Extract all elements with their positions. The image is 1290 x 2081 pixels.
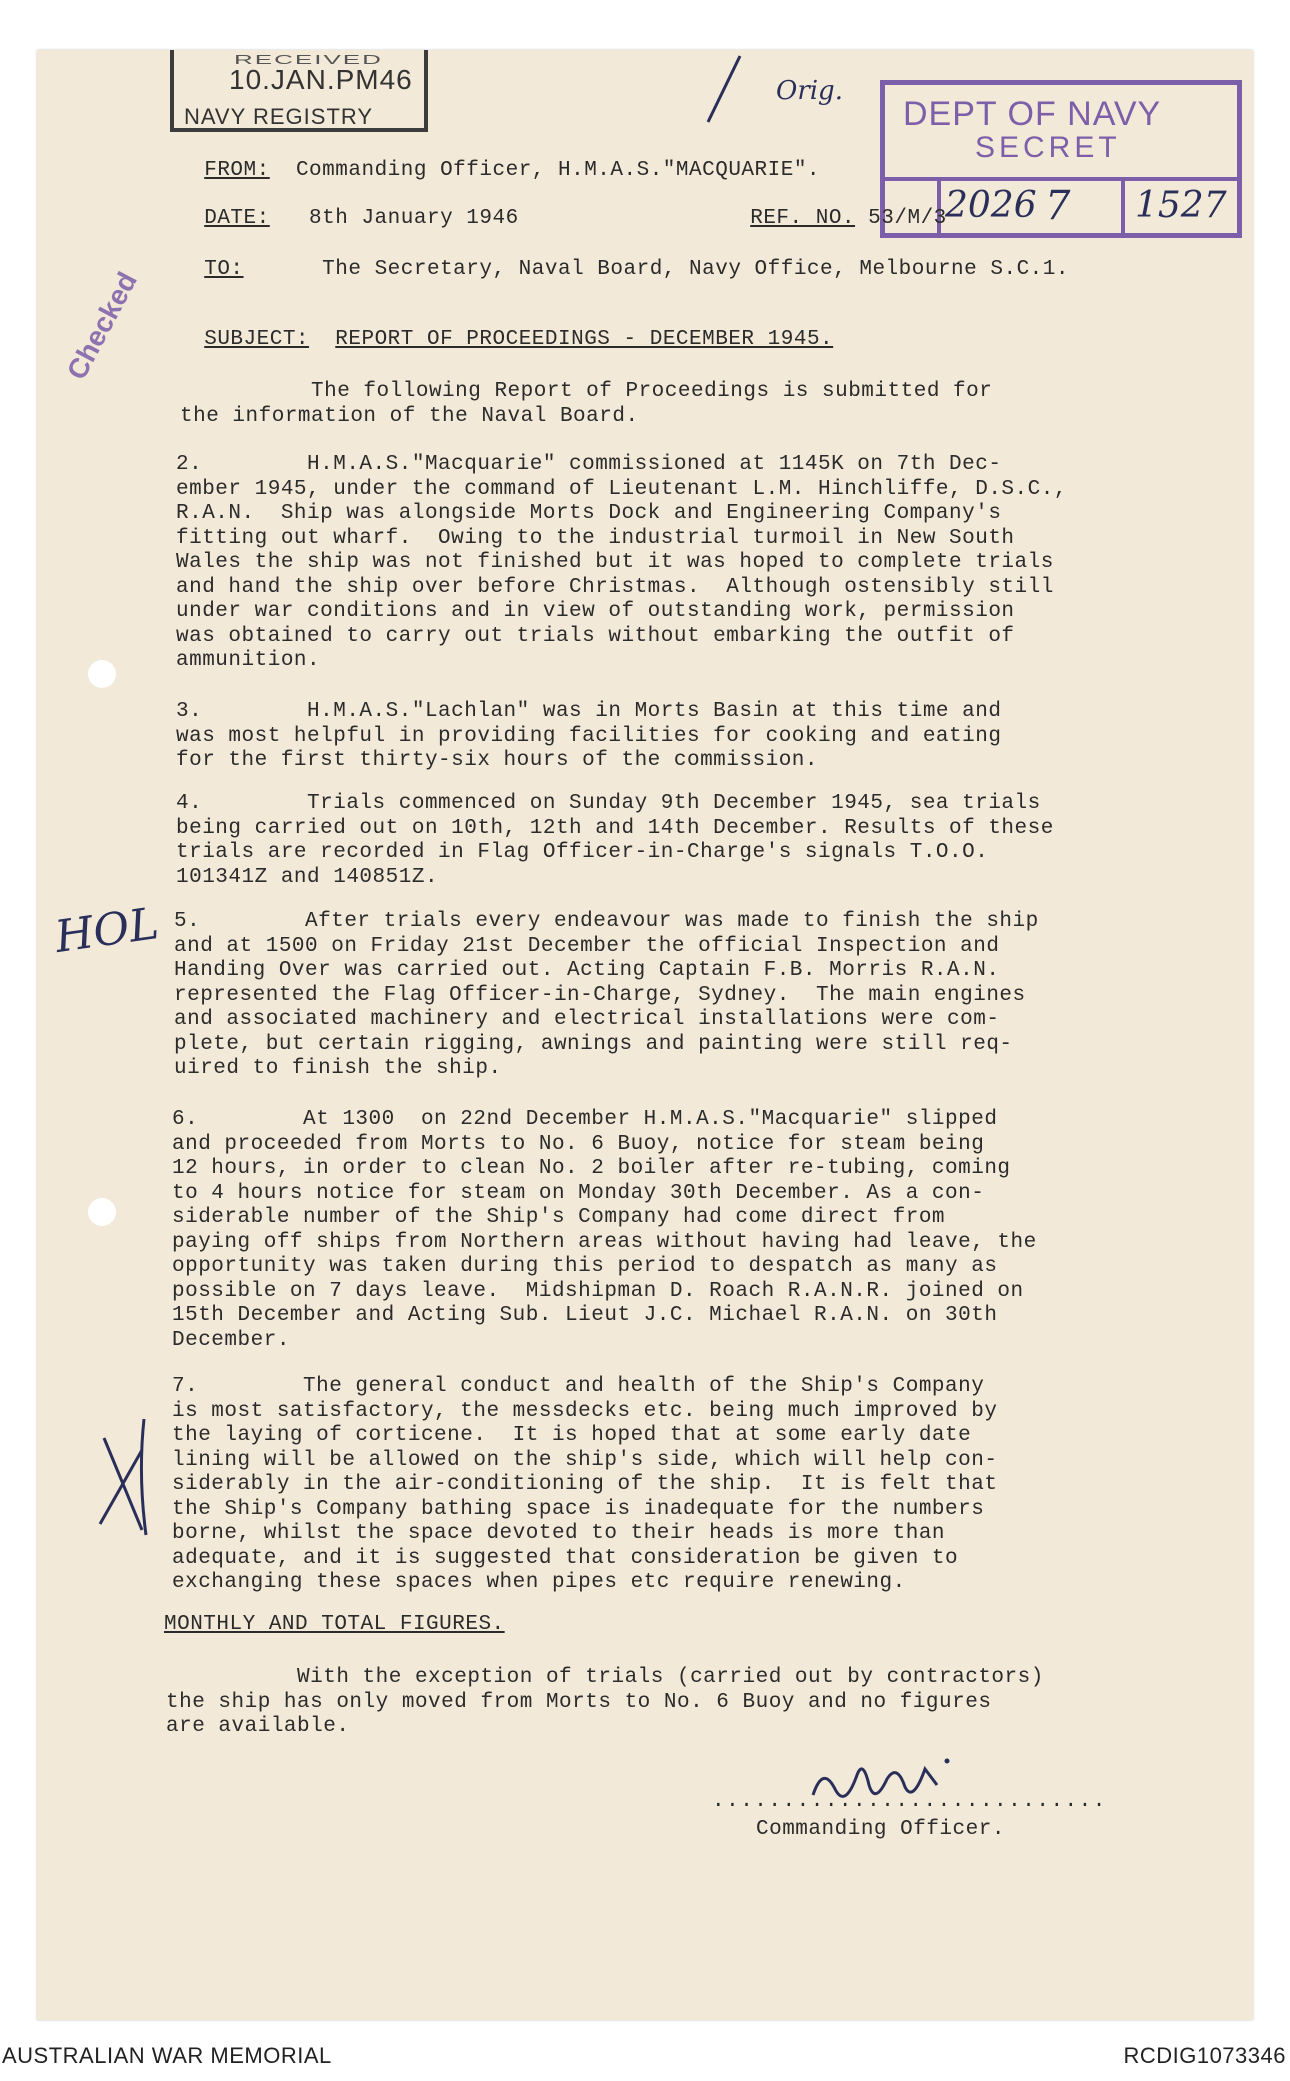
paragraph-line: to 4 hours notice for steam on Monday 30th December. As a con- xyxy=(172,1181,985,1205)
paragraph-line: adequate, and it is suggested that consideration be given to xyxy=(172,1546,959,1570)
dept-stamp-cell-divider-2 xyxy=(1121,177,1125,233)
paragraph-line: the laying of corticene. It is hoped that at some early date xyxy=(172,1424,972,1447)
date-line xyxy=(178,183,519,231)
received-stamp xyxy=(170,50,428,132)
paragraph-line: 2. H.M.A.S."Macquarie" commissioned at 1145K on 7th Dec- xyxy=(176,453,1002,476)
paragraph-line: opportunity was taken during this period to despatch as many as xyxy=(172,1255,998,1278)
footer-archive-name: AUSTRALIAN WAR MEMORIAL xyxy=(2,2043,332,2068)
footer-record-id: RCDIG1073346 xyxy=(1123,2043,1286,2068)
paragraph-line: trials are recorded in Flag Officer-in-Charge's signals T.O.O. xyxy=(176,841,989,864)
from-line xyxy=(178,135,820,183)
paragraph-5 xyxy=(174,910,1214,1082)
paragraph-6 xyxy=(172,1108,1212,1353)
handwritten-margin-line xyxy=(130,1415,160,1540)
signature-dots: ............................ xyxy=(712,1790,1107,1813)
paragraph-line: December. xyxy=(172,1328,290,1352)
dept-stamp-file-number: 2026 xyxy=(945,185,1037,226)
paragraph-line: fitting out wharf. Owing to the industrial turmoil in New South xyxy=(176,526,1015,550)
subject-line xyxy=(178,304,833,352)
paragraph-line: Wales the ship was not finished but it was hoped to complete trials xyxy=(176,551,1054,574)
paragraph-line: under war conditions and in view of outstanding work, permission xyxy=(176,600,1015,623)
paragraph-line: plete, but certain rigging, awnings and painting were still req- xyxy=(174,1032,1013,1056)
paragraph-line: borne, whilst the space devoted to their heads is more than xyxy=(172,1522,946,1545)
paragraph-line: ember 1945, under the command of Lieutenant L.M. Hinchliffe, D.S.C., xyxy=(176,477,1067,501)
paragraph-line: siderable number of the Ship's Company had come direct from xyxy=(172,1206,946,1229)
paragraph-line: lining will be allowed on the ship's side, which will help con- xyxy=(172,1448,998,1472)
paragraph-line: the ship has only moved from Morts to No. 6 Buoy and no figures xyxy=(166,1690,992,1714)
received-stamp-date: 10.JAN.PM46 xyxy=(229,64,413,95)
paragraph-line: was most helpful in providing facilities for cooking and eating xyxy=(176,724,1002,748)
paragraph-2 xyxy=(176,453,1216,674)
ref-label: REF. NO. xyxy=(750,207,856,230)
paragraph-line: uired to finish the ship. xyxy=(174,1057,502,1080)
date-value: 8th January 1946 xyxy=(309,207,519,230)
paragraph-line: 12 hours, in order to clean No. 2 boiler after re-tubing, coming xyxy=(172,1157,1011,1180)
paragraph-line: for the first thirty-six hours of the commission. xyxy=(176,749,819,772)
paragraph-line: the Ship's Company bathing space is inadequate for the numbers xyxy=(172,1497,985,1521)
paragraph-line: The following Report of Proceedings is submitted for xyxy=(180,380,993,403)
paragraph-line: ammunition. xyxy=(176,649,321,672)
paragraph-line: 15th December and Acting Sub. Lieut J.C. Michael R.A.N. on 30th xyxy=(172,1304,998,1327)
punch-hole-bottom xyxy=(88,1198,116,1226)
punch-hole-top xyxy=(88,660,116,688)
dept-stamp-cell-3: 1527 xyxy=(1135,185,1227,226)
dept-stamp-title: DEPT OF NAVY xyxy=(903,95,1162,133)
paragraph-line: 5. After trials every endeavour was made to finish the ship xyxy=(174,910,1039,933)
paragraph-line: 4. Trials commenced on Sunday 9th December 1945, sea trials xyxy=(176,792,1041,815)
subject-value: REPORT OF PROCEEDINGS - DECEMBER 1945. xyxy=(335,328,834,351)
dept-stamp-cell-2: 7 xyxy=(1045,183,1071,229)
paragraph-line: was obtained to carry out trials without embarking the outfit of xyxy=(176,624,1015,648)
paragraph-line: With the exception of trials (carried out by contractors) xyxy=(166,1666,1044,1689)
subject-label: SUBJECT: xyxy=(204,328,310,351)
paragraph-line: the information of the Naval Board. xyxy=(180,404,639,428)
paragraph-line: Handing Over was carried out. Acting Captain F.B. Morris R.A.N. xyxy=(174,959,1000,982)
figures-heading: MONTHLY AND TOTAL FIGURES. xyxy=(164,1613,505,1636)
signature-title: Commanding Officer. xyxy=(756,1818,1005,1841)
paragraph-8 xyxy=(166,1666,1206,1740)
paragraph-line: and proceeded from Morts to No. 6 Buoy, notice for steam being xyxy=(172,1132,985,1156)
paragraph-line: and associated machinery and electrical installations were com- xyxy=(174,1008,1000,1031)
paragraph-line: siderably in the air-conditioning of the ship. It is felt that xyxy=(172,1473,998,1496)
paragraph-line: and hand the ship over before Christmas. Although ostensibly still xyxy=(176,575,1054,599)
to-line xyxy=(178,234,1069,282)
paragraph-3 xyxy=(176,700,1216,774)
received-stamp-registry: NAVY REGISTRY xyxy=(184,104,374,129)
paragraph-line: represented the Flag Officer-in-Charge, Sydney. The main engines xyxy=(174,983,1026,1007)
paragraph-line: exchanging these spaces when pipes etc require renewing. xyxy=(172,1571,906,1594)
date-label: DATE: xyxy=(204,207,270,230)
paragraph-line: 6. At 1300 on 22nd December H.M.A.S."Macquarie" slipped xyxy=(172,1108,998,1131)
paragraph-line: 7. The general conduct and health of the Ship's Company xyxy=(172,1375,985,1398)
handwritten-orig: Orig. xyxy=(776,76,843,106)
received-stamp-label: RECEIVED xyxy=(234,52,383,67)
from-label: FROM: xyxy=(204,159,270,182)
handwritten-initials: HOL xyxy=(51,898,162,963)
paragraph-line: being carried out on 10th, 12th and 14th December. Results of these xyxy=(176,816,1054,840)
paragraph-line: 101341Z and 140851Z. xyxy=(176,865,439,889)
paragraph-line: R.A.N. Ship was alongside Morts Dock and Engineering Company's xyxy=(176,502,1002,525)
to-value: The Secretary, Naval Board, Navy Office, Melbourne S.C.1. xyxy=(322,258,1069,281)
from-value: Commanding Officer, H.M.A.S."MACQUARIE". xyxy=(295,159,821,182)
paragraph-line: possible on 7 days leave. Midshipman D. Roach R.A.N.R. joined on xyxy=(172,1279,1024,1303)
paragraph-line: paying off ships from Northern areas without having had leave, the xyxy=(172,1230,1037,1254)
dept-stamp-classification: SECRET xyxy=(975,131,1121,164)
paragraph-line: 3. H.M.A.S."Lachlan" was in Morts Basin at this time and xyxy=(176,700,1002,723)
to-label: TO: xyxy=(204,258,244,281)
paragraph-4 xyxy=(176,792,1216,890)
paragraph-line: is most satisfactory, the messdecks etc. being much improved by xyxy=(172,1399,998,1423)
paragraph-1 xyxy=(180,380,1220,429)
paragraph-line: and at 1500 on Friday 21st December the official Inspection and xyxy=(174,934,1000,958)
checked-side-stamp: Checked xyxy=(60,266,144,385)
ref-value: 53/M/3 xyxy=(868,207,947,230)
ref-line xyxy=(724,183,947,231)
paragraph-line: are available. xyxy=(166,1715,350,1738)
handwritten-slash-mark xyxy=(698,50,748,130)
paragraph-7 xyxy=(172,1375,1212,1596)
